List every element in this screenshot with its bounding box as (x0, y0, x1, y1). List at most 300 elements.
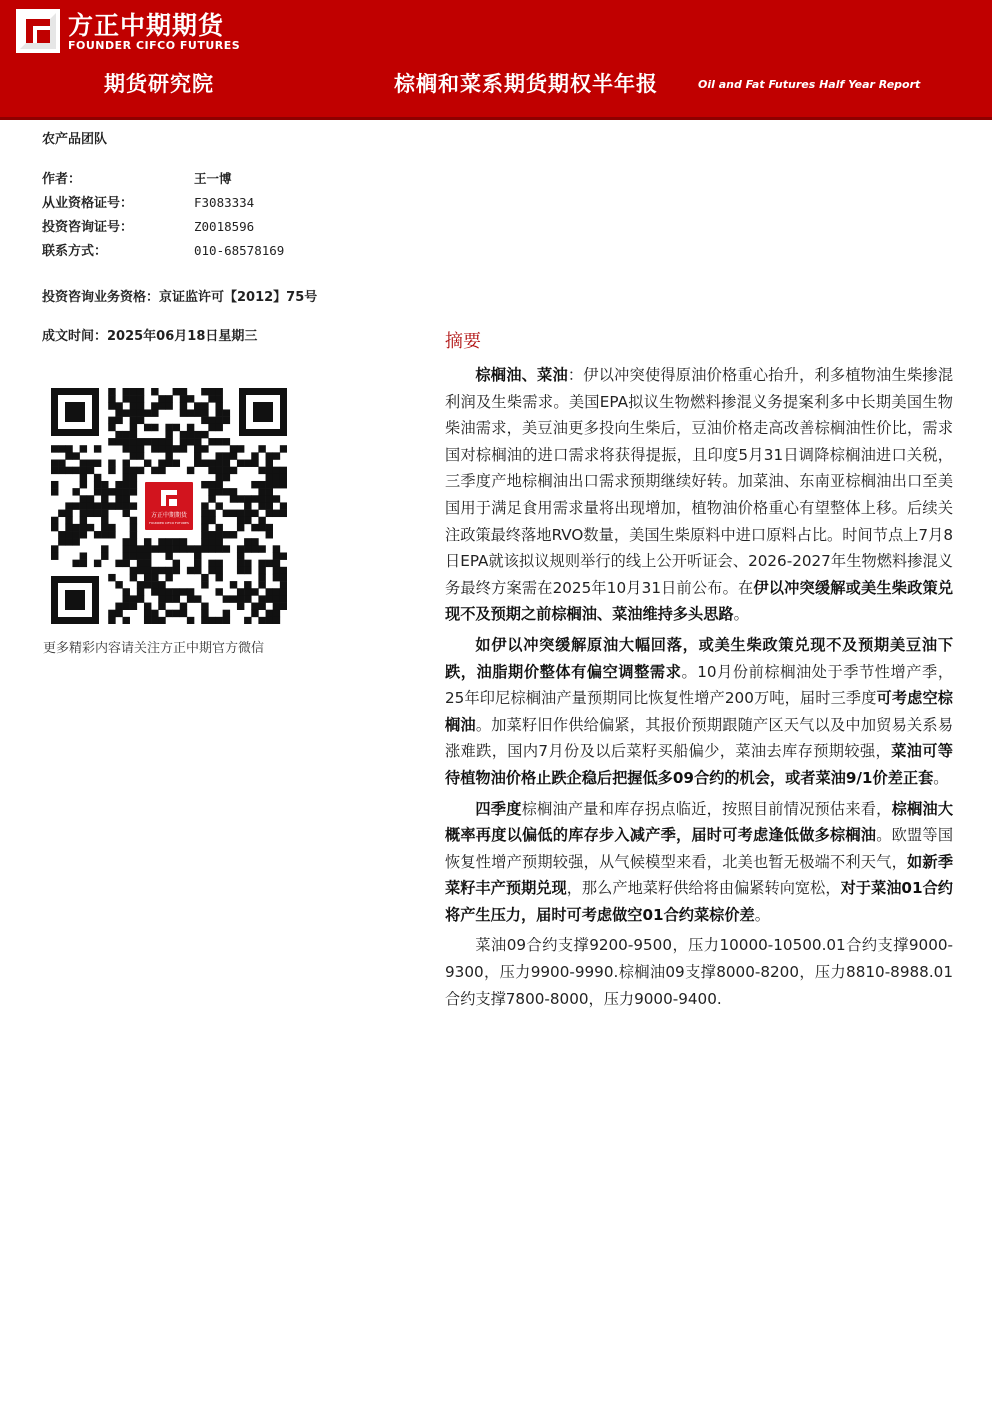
qr-module (123, 481, 130, 488)
qr-module (215, 395, 222, 402)
qr-module (137, 445, 144, 452)
qr-module (187, 395, 194, 402)
author-value: 王一博 (194, 171, 232, 186)
qr-module (94, 445, 101, 452)
qr-module (280, 474, 287, 481)
qr-module (180, 409, 187, 416)
qr-module (72, 524, 79, 531)
qr-module (208, 545, 215, 552)
qr-module (65, 467, 72, 474)
qr-module (180, 538, 187, 545)
qr-module (244, 545, 251, 552)
qr-module (244, 567, 251, 574)
qr-module (115, 603, 122, 610)
qr-module (58, 531, 65, 538)
qr-module (251, 495, 258, 502)
qr-module (194, 545, 201, 552)
qr-module (194, 595, 201, 602)
qr-module (123, 588, 130, 595)
qr-module (123, 502, 130, 509)
qr-module (201, 610, 208, 617)
body-text: 。欧盟等国恢复性增产预期较强，从气候模型来看，北美也暂无极端不利天气， (445, 826, 954, 871)
qr-module (223, 452, 230, 459)
qr-module (158, 581, 165, 588)
qr-module (123, 560, 130, 567)
qr-module (215, 460, 222, 467)
qr-module (158, 567, 165, 574)
qr-module (201, 510, 208, 517)
qr-module (201, 574, 208, 581)
qr-module (137, 388, 144, 395)
qr-module (230, 467, 237, 474)
qr-module (165, 445, 172, 452)
qr-module (273, 588, 280, 595)
qr-module (130, 452, 137, 459)
qr-module (173, 560, 180, 567)
qr-module (201, 445, 208, 452)
qualification-line: 投资咨询业务资格：京证监许可【2012】75号 (42, 290, 318, 305)
qr-module (208, 510, 215, 517)
qr-module (237, 552, 244, 559)
qr-module (130, 502, 137, 509)
qr-module (273, 452, 280, 459)
qr-module (251, 603, 258, 610)
qr-module (130, 603, 137, 610)
qr-module (258, 574, 265, 581)
qr-module (72, 467, 79, 474)
qr-module (65, 445, 72, 452)
qr-module (280, 603, 287, 610)
qr-module (151, 445, 158, 452)
qr-module (273, 495, 280, 502)
qr-module (201, 417, 208, 424)
body-text: ，那么产地菜籽供给将由偏紧转向宽松， (566, 879, 841, 898)
qr-module (158, 595, 165, 602)
qr-module (223, 460, 230, 467)
qr-module (65, 524, 72, 531)
author-row (42, 168, 232, 187)
qr-module (65, 502, 72, 509)
brand-name-cn: 方正中期期货 (68, 11, 225, 40)
qr-module (258, 495, 265, 502)
qr-module (266, 467, 273, 474)
qr-module (194, 552, 201, 559)
qr-module (137, 595, 144, 602)
qr-module (280, 502, 287, 509)
qr-module (51, 552, 58, 559)
qr-module (108, 395, 115, 402)
qr-module (208, 531, 215, 538)
qr-module (223, 467, 230, 474)
qr-module (258, 545, 265, 552)
qr-module (173, 388, 180, 395)
qr-module (137, 567, 144, 574)
qr-module (51, 467, 58, 474)
qr-module (165, 610, 172, 617)
qr-module (123, 395, 130, 402)
report-title-en: Oil and Fat Futures Half Year Report (698, 78, 921, 91)
body-text: 。加菜籽旧作供给偏紧，其报价预期跟随产区天气以及中加贸易关系易涨难跌，国内7月份及以后菜籽买船偏少，菜油去库存预期较强， (445, 715, 954, 761)
qr-module (266, 495, 273, 502)
qr-module (51, 481, 58, 488)
qr-module (266, 588, 273, 595)
qr-module (208, 467, 215, 474)
qr-module (237, 588, 244, 595)
body-text: 。10月份前棕榈油处于季节性增产季，25年印尼棕榈油产量预期同比恢复性增产200万吨，届时三季度 (445, 662, 954, 708)
qr-module (51, 517, 58, 524)
qr-module (101, 524, 108, 531)
qr-module (201, 388, 208, 395)
qr-module (87, 460, 94, 467)
qr-module (115, 431, 122, 438)
author-label: 作者： (42, 172, 82, 187)
qr-module (123, 409, 130, 416)
qr-module (130, 467, 137, 474)
qr-module (215, 417, 222, 424)
qr-module (144, 560, 151, 567)
qr-module (266, 560, 273, 567)
qr-module (80, 460, 87, 467)
qr-module (258, 581, 265, 588)
bold-text: 四季度 (475, 799, 522, 818)
qr-module (137, 417, 144, 424)
qr-module (144, 567, 151, 574)
qr-module (130, 488, 137, 495)
abstract-paragraph-3 (445, 796, 953, 929)
qr-module (208, 424, 215, 431)
qr-module (94, 502, 101, 509)
qr-module (65, 538, 72, 545)
brand-name-en: FOUNDER CIFCO FUTURES (68, 39, 241, 52)
qr-module (251, 538, 258, 545)
qr-module (72, 452, 79, 459)
qr-module (266, 481, 273, 488)
qr-module (130, 474, 137, 481)
qr-module (280, 445, 287, 452)
qr-module (123, 488, 130, 495)
qr-module (201, 431, 208, 438)
qr-module (251, 481, 258, 488)
qr-module (130, 388, 137, 395)
qr-module (144, 552, 151, 559)
qr-module (137, 402, 144, 409)
qr-module (187, 424, 194, 431)
qr-module (208, 517, 215, 524)
qr-module (180, 603, 187, 610)
qr-module (158, 467, 165, 474)
bold-text: 可考虑空棕榈油 (445, 689, 953, 734)
qr-module (201, 531, 208, 538)
qr-module (130, 438, 137, 445)
qr-module (208, 481, 215, 488)
qr-module (180, 388, 187, 395)
qr-module (72, 560, 79, 567)
qr-module (251, 588, 258, 595)
qr-module (130, 481, 137, 488)
qr-module (194, 460, 201, 467)
qr-module (115, 417, 122, 424)
qr-module (266, 610, 273, 617)
qr-module (208, 488, 215, 495)
qr-module (244, 617, 251, 624)
qr-module (115, 502, 122, 509)
qr-module (158, 395, 165, 402)
qr-module (72, 502, 79, 509)
qr-module (137, 560, 144, 567)
qr-module (280, 467, 287, 474)
qr-module (215, 588, 222, 595)
qr-module (80, 560, 87, 567)
qr-module (151, 574, 158, 581)
qr-module (130, 595, 137, 602)
qr-module (80, 510, 87, 517)
qr-module (123, 545, 130, 552)
qr-module (258, 445, 265, 452)
qr-module (108, 610, 115, 617)
qr-module (187, 567, 194, 574)
qr-module (280, 574, 287, 581)
qr-module (201, 502, 208, 509)
qr-module (123, 460, 130, 467)
qr-module (223, 617, 230, 624)
qr-module (137, 467, 144, 474)
qr-module (165, 538, 172, 545)
qr-module (194, 402, 201, 409)
qr-module (266, 531, 273, 538)
qr-module (230, 488, 237, 495)
qr-module (130, 567, 137, 574)
qr-module (58, 467, 65, 474)
qr-module (208, 560, 215, 567)
qr-module (130, 395, 137, 402)
qr-module (58, 445, 65, 452)
qr-module (101, 488, 108, 495)
qr-module (251, 610, 258, 617)
qr-module (87, 495, 94, 502)
qr-module (165, 402, 172, 409)
bold-text: 对于菜油01合约将产生压力，届时可考虑做空01合约菜棕价差 (445, 879, 953, 924)
qr-module (215, 617, 222, 624)
qr-module (165, 552, 172, 559)
qr-module (215, 388, 222, 395)
qr-module (137, 438, 144, 445)
qr-module (201, 402, 208, 409)
qr-module (123, 445, 130, 452)
qr-module (237, 560, 244, 567)
qr-module (51, 460, 58, 467)
qr-module (165, 395, 172, 402)
qr-module (273, 545, 280, 552)
qr-module (208, 388, 215, 395)
qr-module (258, 617, 265, 624)
qr-module (65, 452, 72, 459)
qr-module (158, 617, 165, 624)
qr-module (280, 552, 287, 559)
qr-center-logo (142, 479, 196, 533)
consult-row (42, 216, 254, 235)
qr-module (215, 438, 222, 445)
qr-module (173, 424, 180, 431)
qr-module (123, 474, 130, 481)
qr-module (137, 452, 144, 459)
qr-module (237, 595, 244, 602)
qr-module (215, 545, 222, 552)
qr-module (194, 445, 201, 452)
qr-module (151, 567, 158, 574)
abstract-title: 摘要 (445, 331, 481, 352)
qr-module (130, 531, 137, 538)
qr-module (215, 502, 222, 509)
qr-module (158, 438, 165, 445)
qr-module (144, 574, 151, 581)
qr-module (130, 431, 137, 438)
qr-module (201, 603, 208, 610)
qr-module (173, 588, 180, 595)
qr-module (108, 524, 115, 531)
qr-module (280, 581, 287, 588)
qr-module (201, 481, 208, 488)
qr-module (108, 438, 115, 445)
qr-module (115, 610, 122, 617)
qr-module (101, 517, 108, 524)
qr-module (180, 545, 187, 552)
qr-module (130, 574, 137, 581)
qr-module (94, 481, 101, 488)
qr-module (158, 460, 165, 467)
qr-module (180, 402, 187, 409)
qr-module (151, 581, 158, 588)
qr-module (165, 452, 172, 459)
qr-module (180, 431, 187, 438)
qr-module (151, 388, 158, 395)
qr-module (108, 617, 115, 624)
qr-module (273, 574, 280, 581)
qr-module (244, 588, 251, 595)
qr-module (123, 617, 130, 624)
founder-logo-icon (16, 9, 60, 53)
qr-module (180, 588, 187, 595)
qr-module (244, 517, 251, 524)
qr-module (273, 552, 280, 559)
qr-module (165, 588, 172, 595)
qr-module (266, 510, 273, 517)
qr-module (273, 595, 280, 602)
qr-module (94, 531, 101, 538)
qr-module (258, 517, 265, 524)
qr-module (266, 502, 273, 509)
qr-module (266, 452, 273, 459)
qr-module (101, 531, 108, 538)
qr-module (65, 517, 72, 524)
qr-module (251, 510, 258, 517)
qr-module (237, 445, 244, 452)
qr-module (108, 488, 115, 495)
qr-module (208, 460, 215, 467)
qr-module (273, 510, 280, 517)
qr-module (144, 438, 151, 445)
qr-module (266, 488, 273, 495)
qr-module (215, 567, 222, 574)
qr-module (158, 445, 165, 452)
qr-module (173, 538, 180, 545)
team-name: 农产品团队 (42, 132, 108, 147)
qr-module (58, 538, 65, 545)
qr-module (151, 545, 158, 552)
qr-module (115, 488, 122, 495)
qr-module (208, 438, 215, 445)
qr-module (280, 481, 287, 488)
qr-module (123, 595, 130, 602)
qr-module (280, 588, 287, 595)
qr-module (280, 567, 287, 574)
body-text: 。 (933, 768, 949, 787)
body-text: 棕榈油产量和库存拐点临近，按照目前情况预估来看， (521, 799, 892, 818)
qr-module (266, 460, 273, 467)
qr-module (65, 531, 72, 538)
qr-module (130, 424, 137, 431)
qr-module (266, 595, 273, 602)
qr-module (123, 538, 130, 545)
qr-module (223, 545, 230, 552)
qr-module (65, 510, 72, 517)
qr-module (115, 481, 122, 488)
qr-module (215, 474, 222, 481)
qr-module (258, 481, 265, 488)
qr-module (151, 409, 158, 416)
abstract-body (445, 362, 953, 1016)
qr-module (187, 545, 194, 552)
qr-module (144, 603, 151, 610)
qr-module (80, 474, 87, 481)
qr-module (144, 545, 151, 552)
qr-module (108, 574, 115, 581)
qr-module (101, 502, 108, 509)
bold-text: 棕榈油、菜油 (475, 366, 568, 384)
qr-module (101, 552, 108, 559)
qr-module (201, 581, 208, 588)
abstract-paragraph-1 (445, 362, 953, 628)
contact-label: 联系方式： (42, 244, 108, 259)
qr-module (51, 524, 58, 531)
consult-value: Z0018596 (194, 219, 255, 234)
qr-module (266, 474, 273, 481)
qr-module (273, 610, 280, 617)
qr-module (151, 588, 158, 595)
qr-module (266, 524, 273, 531)
qr-module (108, 460, 115, 467)
qr-module (258, 524, 265, 531)
qr-module (194, 567, 201, 574)
qr-module (180, 395, 187, 402)
qr-module (194, 431, 201, 438)
qr-module (258, 567, 265, 574)
qr-module (215, 424, 222, 431)
license-value: F3083334 (194, 195, 255, 210)
report-title: 棕榈和菜系期货期权半年报 (394, 72, 658, 96)
qr-module (158, 545, 165, 552)
bold-text: 菜油可等待植物油价格止跌企稳后把握低多09合约的机会，或者菜油9/1价差正套 (445, 742, 953, 787)
qr-module (80, 552, 87, 559)
qr-module (244, 510, 251, 517)
qr-module (165, 438, 172, 445)
qr-module (58, 510, 65, 517)
qr-module (258, 502, 265, 509)
qr-module (251, 460, 258, 467)
qr-module (215, 538, 222, 545)
abstract-paragraph-2 (445, 632, 953, 792)
qr-module (94, 460, 101, 467)
qr-module (137, 409, 144, 416)
